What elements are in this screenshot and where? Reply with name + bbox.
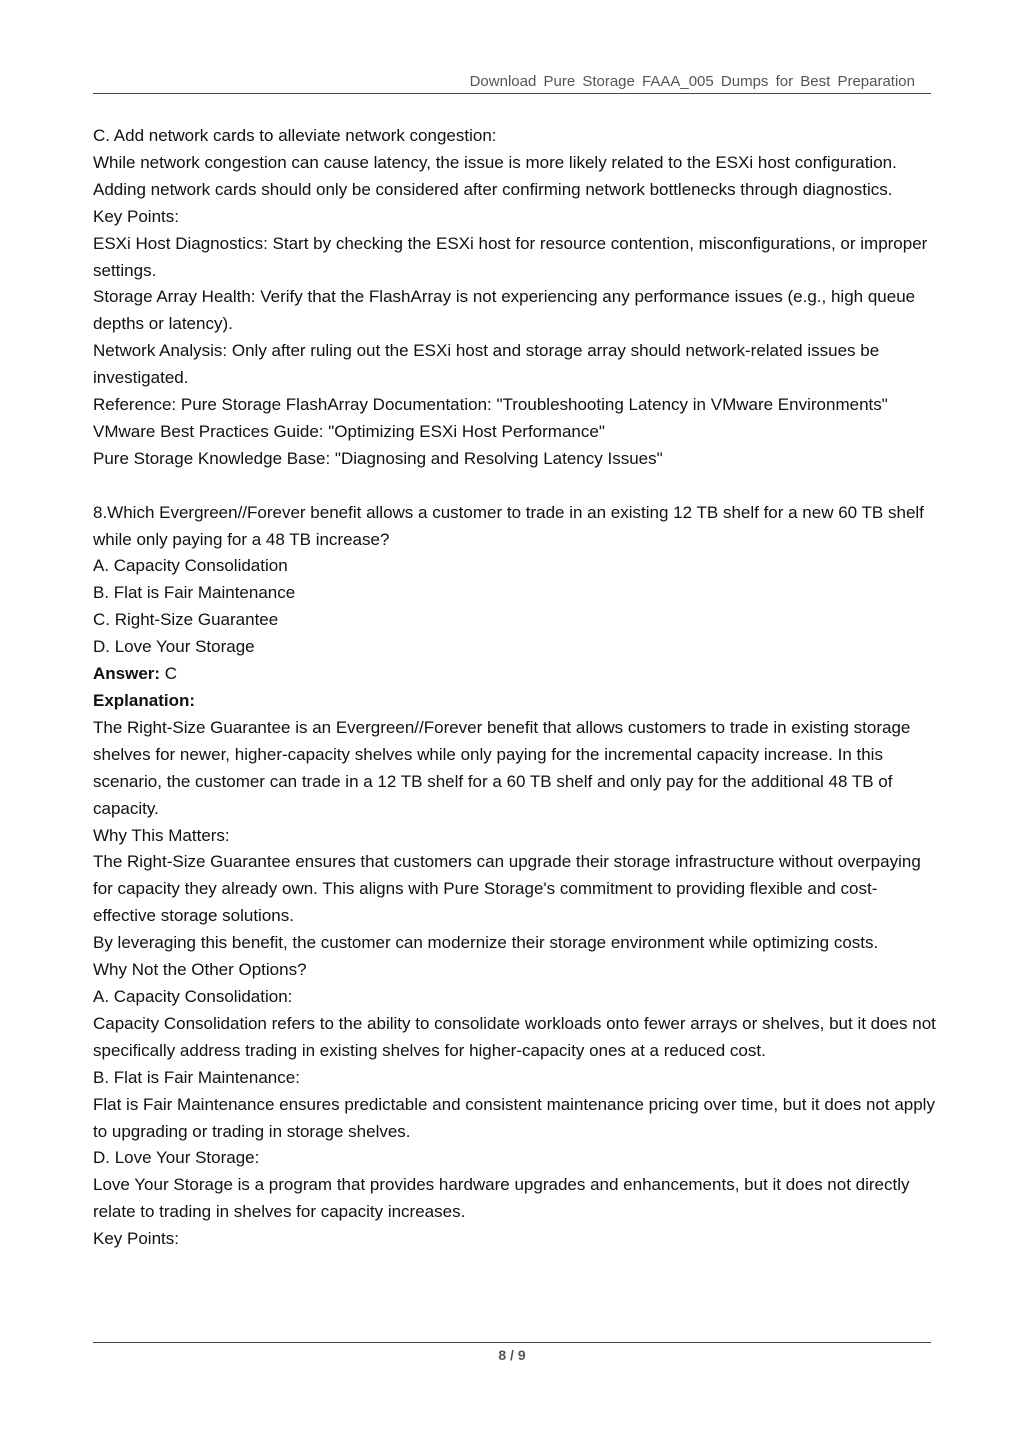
prev-line-vmware-guide: VMware Best Practices Guide: "Optimizing ESXi Host Performance" bbox=[93, 421, 605, 441]
why-not-a-heading: A. Capacity Consolidation: bbox=[93, 986, 293, 1006]
option-b: B. Flat is Fair Maintenance bbox=[93, 583, 296, 603]
answer-label: Answer: bbox=[93, 664, 161, 684]
why-not-heading: Why Not the Other Options? bbox=[93, 960, 307, 980]
explanation-label: Explanation: bbox=[93, 691, 196, 711]
answer-value: C bbox=[160, 664, 178, 684]
option-c: C. Right-Size Guarantee bbox=[93, 610, 279, 630]
footer-divider bbox=[93, 1342, 931, 1343]
option-d: D. Love Your Storage bbox=[93, 637, 255, 657]
why-this-matters-text: The Right-Size Guarantee ensures that customers can upgrade their storage infrastructure without overpaying for capacity they already own. This aligns with Pure Storage's commitment to providing flexible and cost-effective storage solutions. bbox=[93, 852, 921, 926]
prev-line-explanation: While network congestion can cause latency, the issue is more likely related to the ESXi host configuration. Adding network cards should only be considered after confirming network bottlenecks through diagnostics. bbox=[93, 152, 897, 199]
header-divider bbox=[93, 93, 931, 94]
why-not-d-heading: D. Love Your Storage: bbox=[93, 1148, 260, 1168]
leveraging-benefit-text: By leveraging this benefit, the customer can modernize their storage environment while optimizing costs. bbox=[93, 933, 879, 953]
prev-line-option-c: C. Add network cards to alleviate network congestion: bbox=[93, 126, 497, 145]
key-points-heading: Key Points: bbox=[93, 1229, 179, 1249]
document-body bbox=[93, 123, 938, 1253]
why-not-d-text: Love Your Storage is a program that provides hardware upgrades and enhancements, but it does not directly relate to trading in shelves for capacity increases. bbox=[93, 1175, 910, 1222]
paragraph-spacer bbox=[93, 473, 938, 500]
option-a: A. Capacity Consolidation bbox=[93, 556, 288, 576]
question-text: 8.Which Evergreen//Forever benefit allows a customer to trade in an existing 12 TB shelf for a new 60 TB shelf while only paying for a 48 TB increase? bbox=[93, 502, 924, 549]
why-not-a-text: Capacity Consolidation refers to the ability to consolidate workloads onto fewer arrays or shelves, but it does not specifically address trading in existing shelves for higher-capacity ones at a reduced cost. bbox=[93, 1013, 936, 1060]
why-this-matters-heading: Why This Matters: bbox=[93, 825, 230, 845]
page-header-title: Download Pure Storage FAAA_005 Dumps for Best Preparation bbox=[469, 73, 915, 90]
page-number: 8 / 9 bbox=[498, 1347, 526, 1363]
why-not-b-heading: B. Flat is Fair Maintenance: bbox=[93, 1067, 300, 1087]
prev-line-esxi-diagnostics: ESXi Host Diagnostics: Start by checking the ESXi host for resource contention, misconfigurations, or improper settings. bbox=[93, 233, 928, 280]
answer-line bbox=[93, 661, 938, 688]
prev-line-reference-docs: Reference: Pure Storage FlashArray Documentation: "Troubleshooting Latency in VMware Environments" bbox=[93, 395, 888, 415]
prev-line-key-points-heading: Key Points: bbox=[93, 206, 179, 226]
prev-line-knowledge-base: Pure Storage Knowledge Base: "Diagnosing and Resolving Latency Issues" bbox=[93, 448, 663, 468]
prev-line-storage-health: Storage Array Health: Verify that the FlashArray is not experiencing any performance issues (e.g., high queue depths or latency). bbox=[93, 287, 916, 334]
explanation-summary: The Right-Size Guarantee is an Evergreen//Forever benefit that allows customers to trade in existing storage shelves for newer, higher-capacity shelves while only paying for the incremental capacity increase. In this scenario, the customer can trade in a 12 TB shelf for a 60 TB shelf and only pay for the additional 48 TB of capacity. bbox=[93, 717, 911, 818]
why-not-b-text: Flat is Fair Maintenance ensures predictable and consistent maintenance pricing over time, but it does not apply to upgrading or trading in storage shelves. bbox=[93, 1094, 935, 1141]
prev-line-network-analysis: Network Analysis: Only after ruling out the ESXi host and storage array should network-related issues be investigated. bbox=[93, 341, 880, 388]
